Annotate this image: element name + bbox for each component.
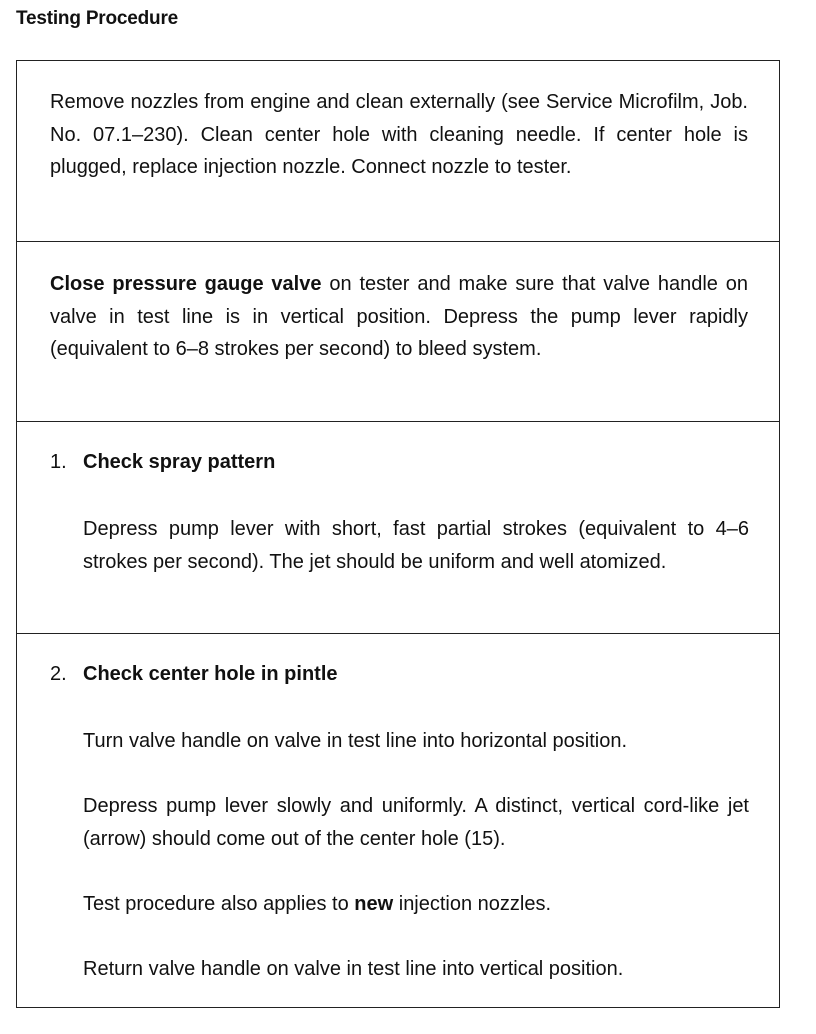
bleed-lead-text: Close pressure gauge valve (50, 273, 322, 295)
section-prepare-nozzle (17, 61, 779, 242)
new-nozzles-pre: Test procedure also applies to (83, 893, 355, 915)
prepare-instructions: Remove nozzles from engine and clean externally (see Service Microfilm, Job. No. 07.1–230). Clean center hole with cleaning needle. If center hole is plugged, replace injection nozzle. Connect nozzle to tester. (50, 91, 748, 178)
step-1-number: 1. (50, 451, 67, 473)
procedure-table (16, 60, 780, 1008)
section-check-spray-pattern (17, 422, 779, 634)
step-2-title: Check center hole in pintle (83, 663, 338, 685)
bleed-body-text: on tester and make sure that valve handle on valve in test line is in vertical position. Depress the pump lever rapidly (equivalent to 6–8 strokes per second) to bleed system. (50, 273, 749, 360)
step-1-heading (50, 448, 275, 476)
step-2-body-return-handle: Return valve handle on valve in test line into vertical position. (83, 958, 624, 980)
step-1-body: Depress pump lever with short, fast partial strokes (equivalent to 4–6 strokes per second). The jet should be uniform and well atomized. (83, 518, 749, 573)
step-2-body-new-nozzles (83, 888, 749, 921)
new-nozzles-post: injection nozzles. (393, 893, 552, 915)
step-2-heading (50, 660, 338, 688)
page-title: Testing Procedure (16, 8, 179, 29)
new-nozzles-bold: new (354, 893, 394, 915)
step-1-title: Check spray pattern (83, 451, 276, 473)
section-check-center-hole (17, 634, 779, 1007)
section-bleed-system (17, 242, 779, 422)
bleed-instructions (50, 268, 748, 366)
step-2-body-turn-handle: Turn valve handle on valve in test line into horizontal position. (83, 730, 628, 752)
step-2-number: 2. (50, 663, 67, 685)
step-2-body-depress-lever: Depress pump lever slowly and uniformly. A distinct, vertical cord-like jet (arrow) should come out of the center hole (15). (83, 795, 749, 850)
